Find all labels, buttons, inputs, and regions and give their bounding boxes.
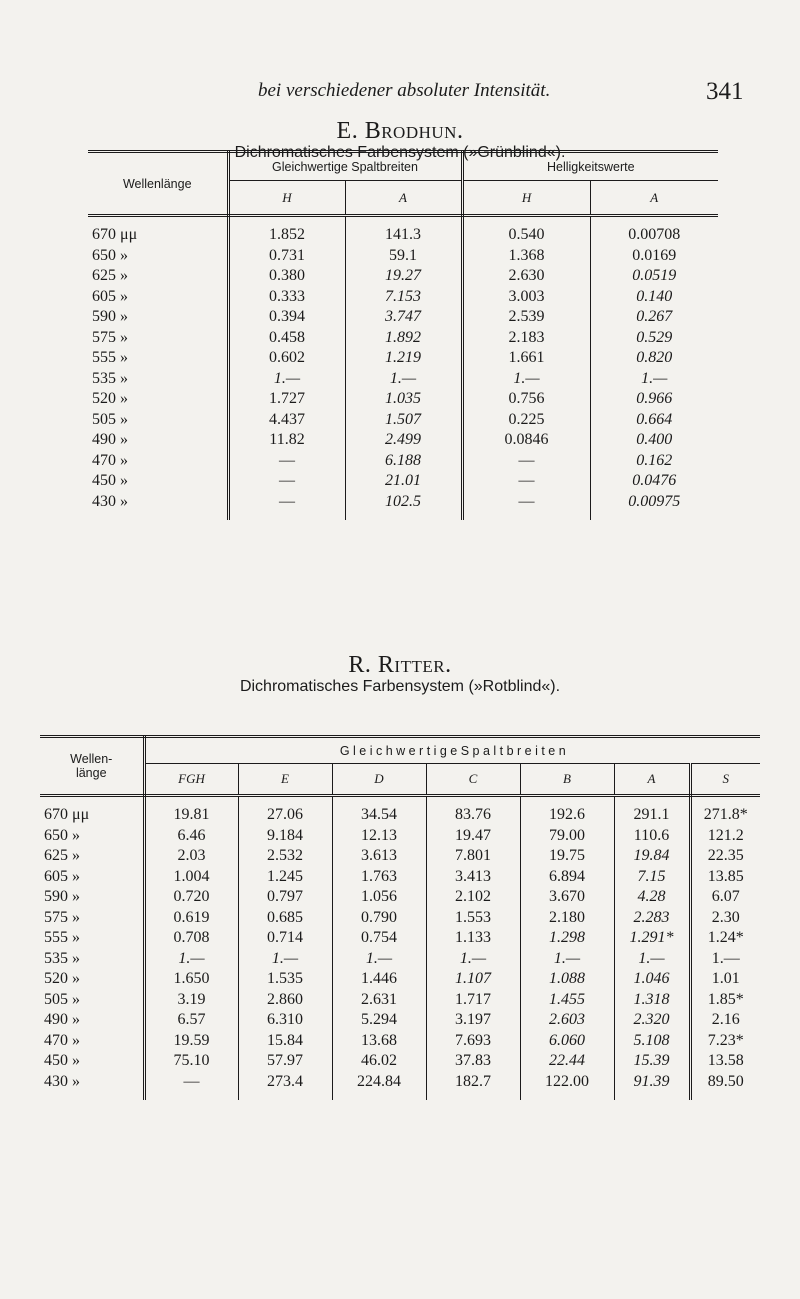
value-cell: 3.003 bbox=[462, 287, 590, 308]
value-cell: 0.0519 bbox=[632, 267, 677, 285]
brodhun-col-wavelength: Wellenlänge bbox=[88, 152, 228, 216]
ritter-group-slit: G l e i c h w e r t i g e S p a l t b r e i t e n bbox=[144, 737, 760, 764]
value-cell: 3.413 bbox=[426, 867, 520, 888]
value-cell: 1.85* bbox=[707, 990, 744, 1008]
spacer-cell bbox=[144, 1092, 238, 1100]
value-cell: 2.283 bbox=[614, 908, 690, 929]
value-cell: 46.02 bbox=[332, 1051, 426, 1072]
wavelength-cell: 575 » bbox=[40, 908, 144, 929]
wavelength-cell: 590 » bbox=[40, 887, 144, 908]
value-cell: 1.01 bbox=[711, 970, 740, 988]
value-cell: 1.318 bbox=[614, 990, 690, 1011]
table-row bbox=[88, 451, 718, 472]
table-row bbox=[88, 389, 718, 410]
table-row bbox=[40, 928, 760, 949]
value-cell: 19.47 bbox=[426, 826, 520, 847]
value-cell: 102.5 bbox=[345, 492, 462, 513]
value-cell: 0.0846 bbox=[462, 430, 590, 451]
value-cell: 37.83 bbox=[426, 1051, 520, 1072]
wavelength-cell: 670 μμ bbox=[88, 225, 228, 246]
value-cell: 0.140 bbox=[636, 287, 673, 305]
value-cell: 0.820 bbox=[636, 349, 673, 367]
running-head bbox=[0, 78, 800, 108]
value-cell: 15.39 bbox=[614, 1051, 690, 1072]
table-row bbox=[88, 328, 718, 349]
value-cell: 1.446 bbox=[332, 969, 426, 990]
spacer-cell bbox=[426, 796, 520, 806]
value-cell: 141.3 bbox=[345, 225, 462, 246]
value-cell: 0.754 bbox=[332, 928, 426, 949]
wavelength-cell: 650 » bbox=[88, 246, 228, 267]
value-cell: 0.00975 bbox=[628, 492, 681, 510]
value-cell: 3.197 bbox=[426, 1010, 520, 1031]
value-cell: 19.27 bbox=[345, 266, 462, 287]
value-cell: 19.84 bbox=[614, 846, 690, 867]
page-number: 341 bbox=[706, 78, 744, 105]
value-cell: 1.046 bbox=[614, 969, 690, 990]
spacer-cell bbox=[88, 216, 228, 226]
value-cell: 75.10 bbox=[144, 1051, 238, 1072]
spacer-cell bbox=[332, 796, 426, 806]
value-cell: — bbox=[462, 492, 590, 513]
value-cell: 1.— bbox=[228, 369, 345, 390]
table-row bbox=[40, 1031, 760, 1052]
value-cell: 0.162 bbox=[636, 451, 673, 469]
value-cell: 121.2 bbox=[707, 826, 744, 844]
value-cell: 2.03 bbox=[144, 846, 238, 867]
wavelength-cell: 650 » bbox=[40, 826, 144, 847]
spacer-cell bbox=[332, 1092, 426, 1100]
value-cell: 91.39 bbox=[614, 1072, 690, 1093]
value-cell: 2.860 bbox=[238, 990, 332, 1011]
spacer-cell bbox=[238, 1092, 332, 1100]
value-cell: 6.57 bbox=[144, 1010, 238, 1031]
value-cell: 7.801 bbox=[426, 846, 520, 867]
value-cell: 291.1 bbox=[614, 805, 690, 826]
brodhun-table-body bbox=[88, 216, 718, 521]
value-cell: 1.133 bbox=[426, 928, 520, 949]
wavelength-cell: 555 » bbox=[88, 348, 228, 369]
brodhun-table bbox=[88, 150, 718, 520]
value-cell: 1.004 bbox=[144, 867, 238, 888]
brodhun-sub-h2: H bbox=[462, 181, 590, 216]
ritter-subtitle: Dichromatisches Farbensystem (»Rotblind«). bbox=[239, 678, 561, 695]
value-cell: 192.6 bbox=[520, 805, 614, 826]
wavelength-cell: 625 » bbox=[88, 266, 228, 287]
value-cell: 0.400 bbox=[636, 431, 673, 449]
table-row bbox=[88, 430, 718, 451]
spacer-cell bbox=[228, 512, 345, 520]
table-row bbox=[40, 805, 760, 826]
value-cell: 89.50 bbox=[707, 1072, 744, 1090]
table-row bbox=[40, 1072, 760, 1093]
value-cell: 21.01 bbox=[345, 471, 462, 492]
value-cell: 6.188 bbox=[345, 451, 462, 472]
value-cell: 1.535 bbox=[238, 969, 332, 990]
ritter-table bbox=[40, 735, 760, 1100]
spacer-cell bbox=[520, 796, 614, 806]
ritter-sub-a: A bbox=[614, 764, 690, 796]
brodhun-group-brightness: Helligkeitswerte bbox=[462, 152, 718, 181]
wavelength-cell: 470 » bbox=[40, 1031, 144, 1052]
spacer-cell bbox=[238, 796, 332, 806]
value-cell: 122.00 bbox=[520, 1072, 614, 1093]
value-cell: 1.— bbox=[345, 369, 462, 390]
value-cell: 0.720 bbox=[144, 887, 238, 908]
ritter-sub-e: E bbox=[238, 764, 332, 796]
value-cell: 19.59 bbox=[144, 1031, 238, 1052]
value-cell: 1.— bbox=[520, 949, 614, 970]
value-cell: — bbox=[228, 492, 345, 513]
value-cell: 0.685 bbox=[238, 908, 332, 929]
table-row bbox=[88, 471, 718, 492]
value-cell: 2.30 bbox=[711, 908, 740, 926]
value-cell: — bbox=[462, 471, 590, 492]
value-cell: 27.06 bbox=[238, 805, 332, 826]
wavelength-cell: 535 » bbox=[40, 949, 144, 970]
value-cell: 0.380 bbox=[228, 266, 345, 287]
table-row bbox=[40, 887, 760, 908]
wavelength-cell: 605 » bbox=[40, 867, 144, 888]
table-row bbox=[88, 492, 718, 513]
wavelength-cell: 490 » bbox=[40, 1010, 144, 1031]
value-cell: 6.310 bbox=[238, 1010, 332, 1031]
value-cell: 19.75 bbox=[520, 846, 614, 867]
value-cell: 13.58 bbox=[707, 1052, 744, 1070]
brodhun-title: E. Brodhun. bbox=[336, 118, 464, 144]
value-cell: 79.00 bbox=[520, 826, 614, 847]
value-cell: 2.532 bbox=[238, 846, 332, 867]
value-cell: 273.4 bbox=[238, 1072, 332, 1093]
ritter-table-body bbox=[40, 796, 760, 1101]
wavelength-cell: 430 » bbox=[40, 1072, 144, 1093]
brodhun-sub-h1: H bbox=[228, 181, 345, 216]
wavelength-cell: 470 » bbox=[88, 451, 228, 472]
value-cell: 0.458 bbox=[228, 328, 345, 349]
value-cell: 0.790 bbox=[332, 908, 426, 929]
value-cell: 13.85 bbox=[707, 867, 744, 885]
value-cell: 1.852 bbox=[228, 225, 345, 246]
value-cell: 0.394 bbox=[228, 307, 345, 328]
value-cell: 271.8* bbox=[703, 806, 748, 824]
value-cell: 3.747 bbox=[345, 307, 462, 328]
ritter-col-wavelength-line2: länge bbox=[75, 766, 107, 780]
wavelength-cell: 450 » bbox=[40, 1051, 144, 1072]
wavelength-cell: 450 » bbox=[88, 471, 228, 492]
value-cell: 2.499 bbox=[345, 430, 462, 451]
wavelength-cell: 590 » bbox=[88, 307, 228, 328]
value-cell: 1.717 bbox=[426, 990, 520, 1011]
value-cell: 224.84 bbox=[332, 1072, 426, 1093]
spacer-cell bbox=[614, 796, 690, 806]
value-cell: — bbox=[228, 471, 345, 492]
value-cell: 6.07 bbox=[711, 888, 740, 906]
table-row bbox=[88, 225, 718, 246]
value-cell: 1.291* bbox=[614, 928, 690, 949]
value-cell: 1.650 bbox=[144, 969, 238, 990]
value-cell: 2.16 bbox=[711, 1011, 740, 1029]
spacer-cell bbox=[462, 512, 590, 520]
spacer-cell bbox=[520, 1092, 614, 1100]
ritter-sub-s: S bbox=[690, 764, 760, 796]
value-cell: 0.0476 bbox=[632, 472, 677, 490]
value-cell: 83.76 bbox=[426, 805, 520, 826]
value-cell: 22.35 bbox=[707, 847, 744, 865]
value-cell: 1.— bbox=[144, 949, 238, 970]
value-cell: 0.797 bbox=[238, 887, 332, 908]
value-cell: 22.44 bbox=[520, 1051, 614, 1072]
table-row bbox=[88, 369, 718, 390]
value-cell: 3.613 bbox=[332, 846, 426, 867]
value-cell: 1.507 bbox=[345, 410, 462, 431]
table-row bbox=[88, 307, 718, 328]
table-row bbox=[40, 1010, 760, 1031]
value-cell: 0.966 bbox=[636, 390, 673, 408]
spacer-cell bbox=[345, 512, 462, 520]
value-cell: 0.540 bbox=[462, 225, 590, 246]
value-cell: 7.153 bbox=[345, 287, 462, 308]
value-cell: 1.— bbox=[238, 949, 332, 970]
wavelength-cell: 505 » bbox=[40, 990, 144, 1011]
brodhun-subtitle: Dichromatisches Farbensystem (»Grünblind«). bbox=[234, 144, 566, 161]
table-row bbox=[40, 1051, 760, 1072]
spacer-cell bbox=[614, 1092, 690, 1100]
value-cell: 4.28 bbox=[614, 887, 690, 908]
value-cell: 2.631 bbox=[332, 990, 426, 1011]
table-row bbox=[40, 846, 760, 867]
value-cell: 0.225 bbox=[462, 410, 590, 431]
spacer-cell bbox=[228, 216, 345, 226]
value-cell: 1.661 bbox=[462, 348, 590, 369]
value-cell: 110.6 bbox=[614, 826, 690, 847]
value-cell: 0.714 bbox=[238, 928, 332, 949]
value-cell: 0.529 bbox=[636, 328, 673, 346]
value-cell: 3.670 bbox=[520, 887, 614, 908]
table-row bbox=[40, 867, 760, 888]
ritter-col-wavelength bbox=[40, 737, 144, 796]
value-cell: 7.693 bbox=[426, 1031, 520, 1052]
spacer-cell bbox=[462, 216, 590, 226]
wavelength-cell: 520 » bbox=[40, 969, 144, 990]
wavelength-cell: 670 μμ bbox=[40, 805, 144, 826]
value-cell: 1.— bbox=[614, 949, 690, 970]
value-cell: 0.708 bbox=[144, 928, 238, 949]
wavelength-cell: 490 » bbox=[88, 430, 228, 451]
value-cell: 9.184 bbox=[238, 826, 332, 847]
table-row bbox=[40, 949, 760, 970]
value-cell: 0.619 bbox=[144, 908, 238, 929]
spacer-cell bbox=[590, 512, 718, 520]
table-row bbox=[88, 410, 718, 431]
value-cell: 1.— bbox=[426, 949, 520, 970]
value-cell: 0.333 bbox=[228, 287, 345, 308]
wavelength-cell: 605 » bbox=[88, 287, 228, 308]
wavelength-cell: 625 » bbox=[40, 846, 144, 867]
value-cell: 19.81 bbox=[144, 805, 238, 826]
value-cell: 2.539 bbox=[462, 307, 590, 328]
running-title: bei verschiedener absoluter Intensität. bbox=[258, 80, 551, 101]
value-cell: 1.455 bbox=[520, 990, 614, 1011]
value-cell: — bbox=[144, 1072, 238, 1093]
value-cell: 1.088 bbox=[520, 969, 614, 990]
value-cell: 1.368 bbox=[462, 246, 590, 267]
value-cell: 182.7 bbox=[426, 1072, 520, 1093]
value-cell: 2.320 bbox=[614, 1010, 690, 1031]
table-spacer bbox=[40, 1092, 760, 1100]
value-cell: 5.108 bbox=[614, 1031, 690, 1052]
value-cell: 0.731 bbox=[228, 246, 345, 267]
wavelength-cell: 520 » bbox=[88, 389, 228, 410]
value-cell: 1.553 bbox=[426, 908, 520, 929]
ritter-title: R. Ritter. bbox=[348, 652, 452, 678]
table-row bbox=[88, 348, 718, 369]
value-cell: 0.0169 bbox=[632, 246, 677, 264]
value-cell: 6.894 bbox=[520, 867, 614, 888]
value-cell: 3.19 bbox=[144, 990, 238, 1011]
ritter-sub-fgh: FGH bbox=[144, 764, 238, 796]
value-cell: 2.180 bbox=[520, 908, 614, 929]
wavelength-cell: 535 » bbox=[88, 369, 228, 390]
value-cell: 2.603 bbox=[520, 1010, 614, 1031]
value-cell: 1.035 bbox=[345, 389, 462, 410]
value-cell: 1.245 bbox=[238, 867, 332, 888]
value-cell: 0.664 bbox=[636, 410, 673, 428]
value-cell: 1.— bbox=[641, 369, 668, 387]
value-cell: — bbox=[228, 451, 345, 472]
value-cell: 0.756 bbox=[462, 389, 590, 410]
spacer-cell bbox=[144, 796, 238, 806]
table-spacer bbox=[88, 216, 718, 226]
value-cell: 59.1 bbox=[345, 246, 462, 267]
value-cell: 2.102 bbox=[426, 887, 520, 908]
value-cell: 13.68 bbox=[332, 1031, 426, 1052]
value-cell: 2.630 bbox=[462, 266, 590, 287]
value-cell: 1.763 bbox=[332, 867, 426, 888]
value-cell: 1.— bbox=[462, 369, 590, 390]
ritter-sub-d: D bbox=[332, 764, 426, 796]
value-cell: 11.82 bbox=[228, 430, 345, 451]
table-spacer bbox=[88, 512, 718, 520]
spacer-cell bbox=[690, 796, 760, 806]
wavelength-cell: 575 » bbox=[88, 328, 228, 349]
value-cell: 7.23* bbox=[707, 1031, 744, 1049]
value-cell: 7.15 bbox=[614, 867, 690, 888]
value-cell: 1.219 bbox=[345, 348, 462, 369]
spacer-cell bbox=[88, 512, 228, 520]
value-cell: 15.84 bbox=[238, 1031, 332, 1052]
value-cell: 57.97 bbox=[238, 1051, 332, 1072]
value-cell: 0.267 bbox=[636, 308, 673, 326]
value-cell: 1.892 bbox=[345, 328, 462, 349]
value-cell: 6.46 bbox=[144, 826, 238, 847]
table-row bbox=[40, 969, 760, 990]
table-row bbox=[88, 287, 718, 308]
value-cell: 6.060 bbox=[520, 1031, 614, 1052]
spacer-cell bbox=[690, 1092, 760, 1100]
table-spacer bbox=[40, 796, 760, 806]
ritter-sub-c: C bbox=[426, 764, 520, 796]
value-cell: 0.602 bbox=[228, 348, 345, 369]
wavelength-cell: 505 » bbox=[88, 410, 228, 431]
table-row bbox=[88, 266, 718, 287]
wavelength-cell: 555 » bbox=[40, 928, 144, 949]
value-cell: 1.298 bbox=[520, 928, 614, 949]
table-row bbox=[88, 246, 718, 267]
spacer-cell bbox=[345, 216, 462, 226]
ritter-col-wavelength-line1: Wellen- bbox=[70, 752, 113, 766]
spacer-cell bbox=[590, 216, 718, 226]
value-cell: 0.00708 bbox=[628, 226, 681, 244]
value-cell: 1.24* bbox=[707, 929, 744, 947]
value-cell: 1.727 bbox=[228, 389, 345, 410]
value-cell: 34.54 bbox=[332, 805, 426, 826]
spacer-cell bbox=[40, 1092, 144, 1100]
value-cell: — bbox=[462, 451, 590, 472]
brodhun-sub-a2: A bbox=[590, 181, 718, 216]
value-cell: 1.056 bbox=[332, 887, 426, 908]
table-row bbox=[40, 990, 760, 1011]
table-row bbox=[40, 908, 760, 929]
spacer-cell bbox=[426, 1092, 520, 1100]
value-cell: 2.183 bbox=[462, 328, 590, 349]
value-cell: 5.294 bbox=[332, 1010, 426, 1031]
value-cell: 1.— bbox=[711, 949, 740, 967]
ritter-sub-b: B bbox=[520, 764, 614, 796]
brodhun-sub-a1: A bbox=[345, 181, 462, 216]
table-row bbox=[40, 826, 760, 847]
value-cell: 1.107 bbox=[426, 969, 520, 990]
spacer-cell bbox=[40, 796, 144, 806]
value-cell: 12.13 bbox=[332, 826, 426, 847]
value-cell: 4.437 bbox=[228, 410, 345, 431]
value-cell: 1.— bbox=[332, 949, 426, 970]
brodhun-group-slit: Gleichwertige Spaltbreiten bbox=[228, 152, 462, 181]
wavelength-cell: 430 » bbox=[88, 492, 228, 513]
